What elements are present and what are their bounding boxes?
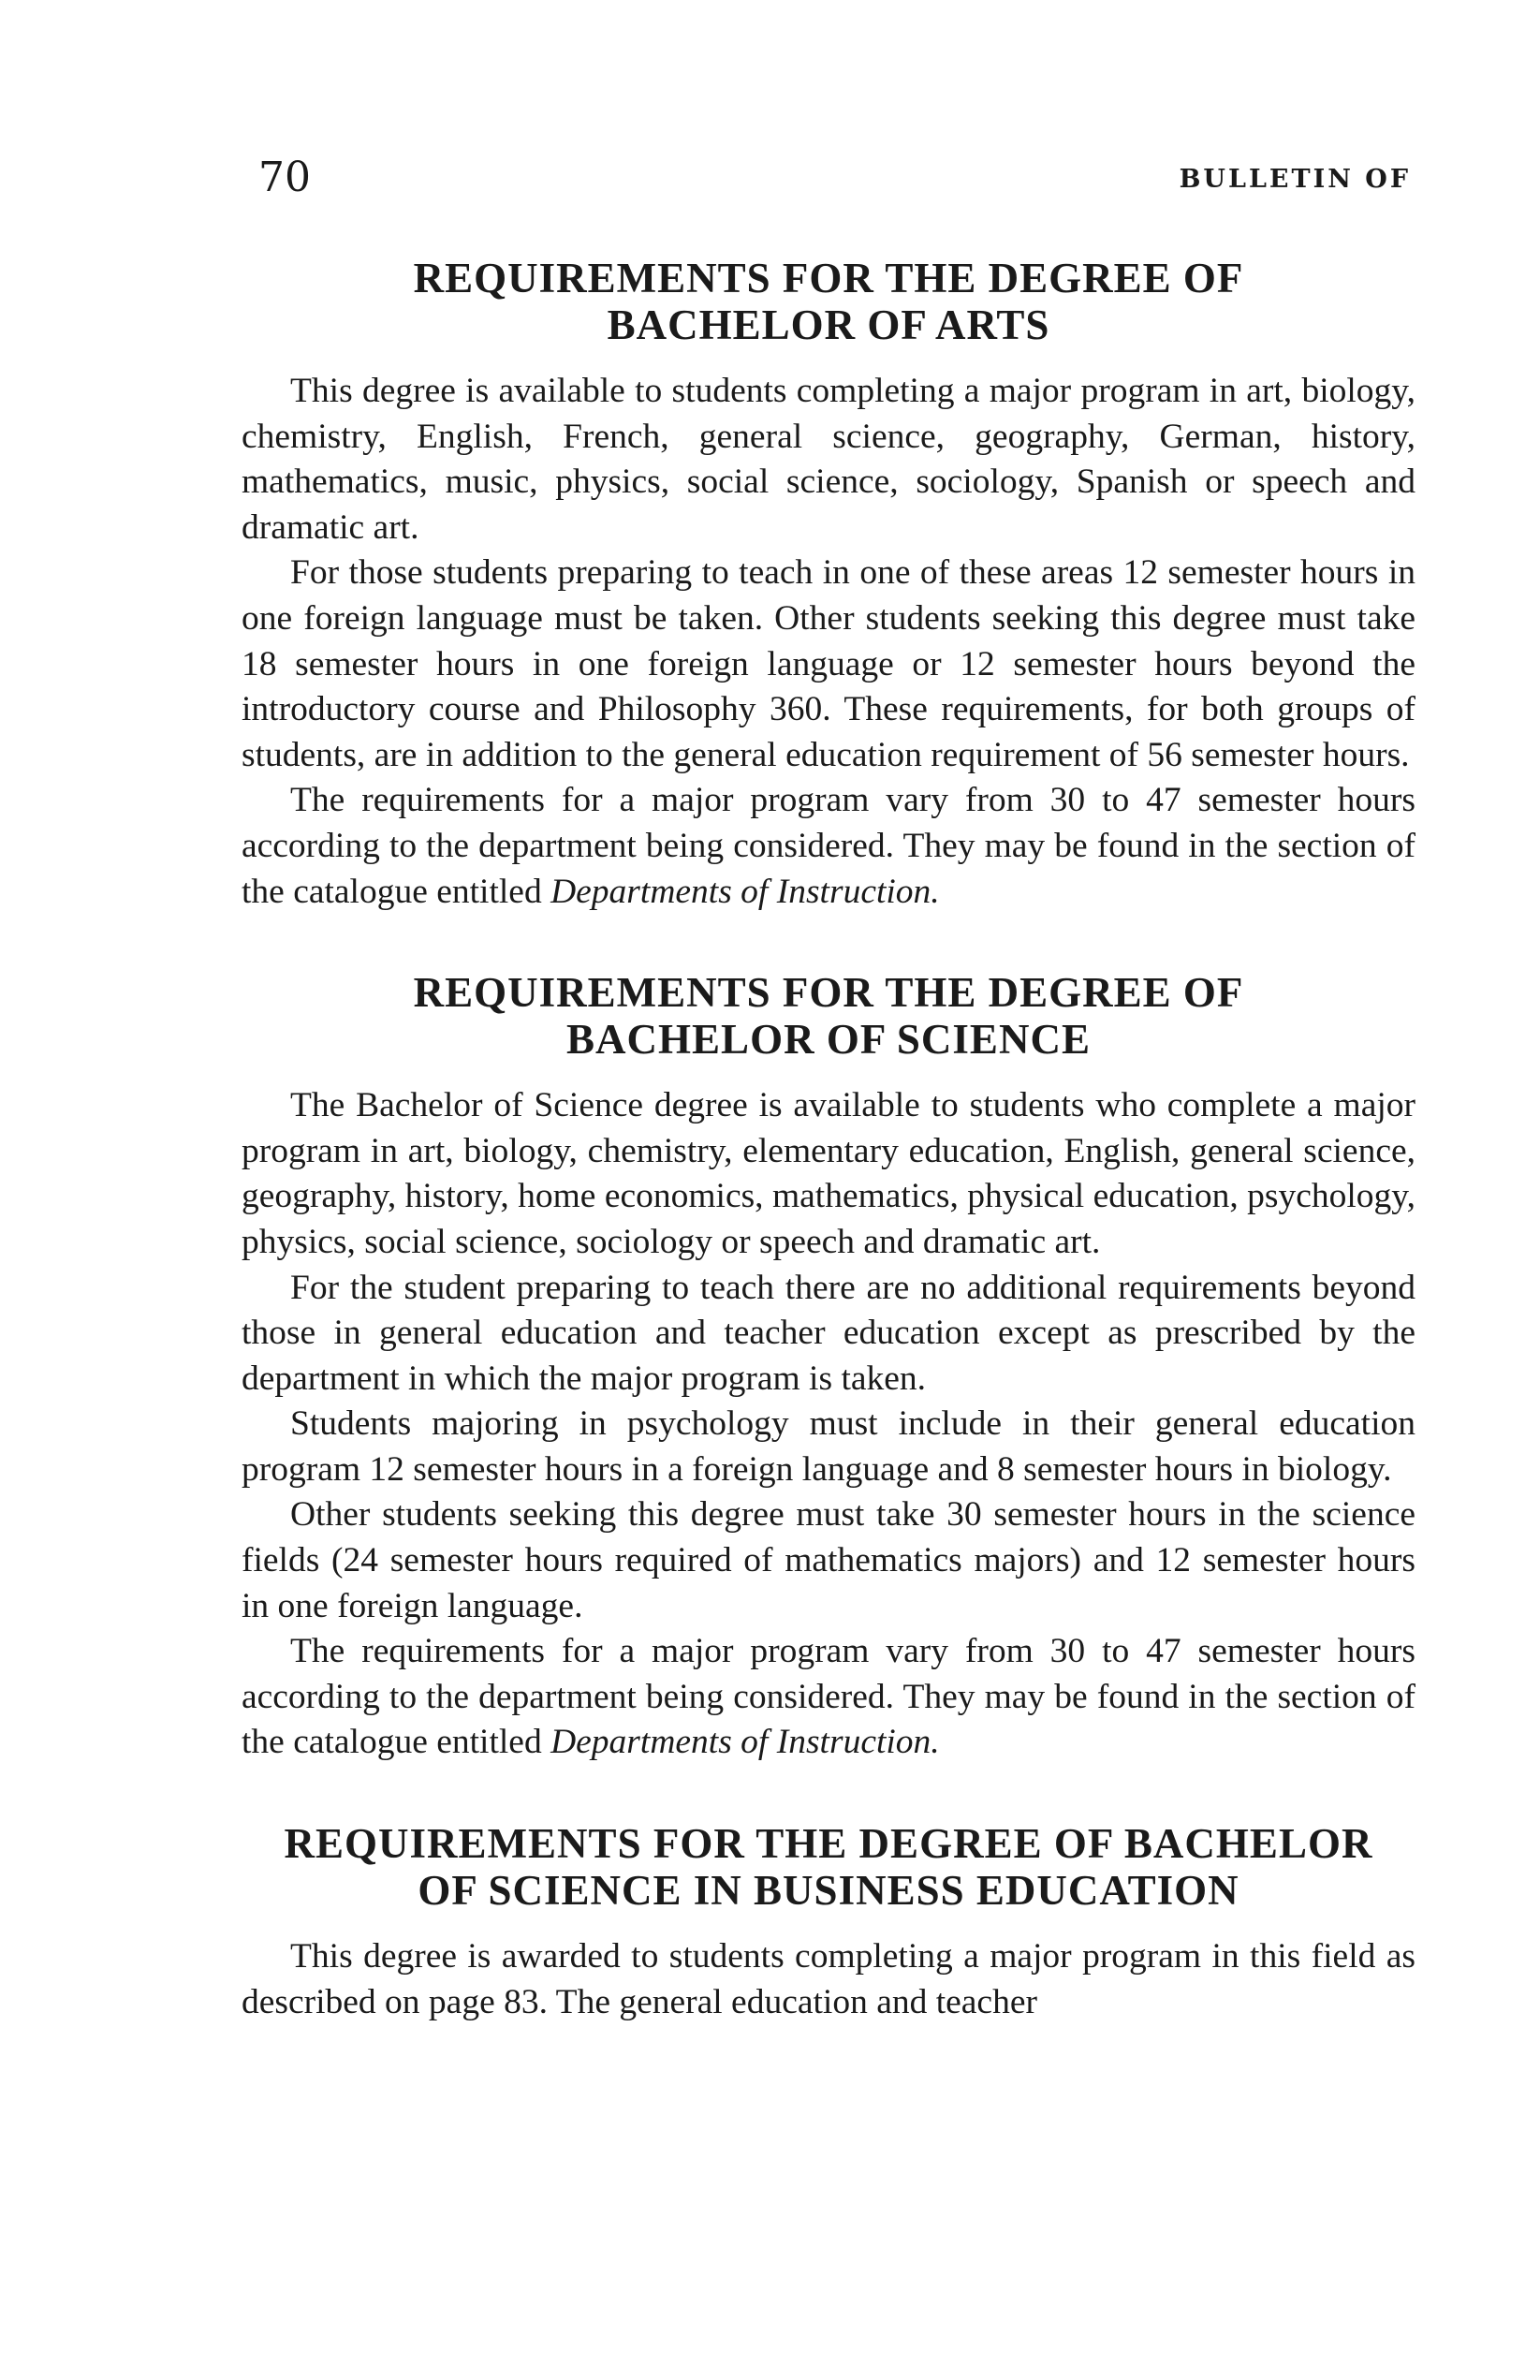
heading-line: REQUIREMENTS FOR THE DEGREE OF BACHELOR <box>284 1820 1373 1868</box>
heading-line: OF SCIENCE IN BUSINESS EDUCATION <box>418 1867 1239 1915</box>
paragraph: This degree is available to students completing a major program in art, biology, chemistry, English, French, general science, geography, German, history, mathematics, music, physics, social science, sociology, Spanish or speech and dramatic art. <box>242 372 1415 547</box>
heading-line: BACHELOR OF ARTS <box>607 301 1050 348</box>
paragraph: Students majoring in psychology must include in their general education program 12 semester hours in a foreign language and 8 semester hours in biology. <box>242 1404 1415 1489</box>
page-number: 70 <box>258 154 311 201</box>
paragraph-text: The requirements for a major program vary from 30 to 47 semester hours according to the department being considered. They may be found in the section of the catalogue entitled <box>242 1632 1415 1762</box>
page-content <box>242 255 1415 2025</box>
section-bachelor-of-arts <box>242 255 1415 915</box>
section-heading <box>242 255 1415 348</box>
heading-line: REQUIREMENTS FOR THE DEGREE OF <box>413 255 1244 301</box>
paragraph-text: The requirements for a major program vary from 30 to 47 semester hours according to the department being considered. They may be found in the section of the catalogue entitled <box>242 781 1415 911</box>
heading-line: BACHELOR OF SCIENCE <box>566 1016 1091 1064</box>
catalogue-section-title: Departments of Instruction. <box>550 1723 940 1762</box>
paragraph: This degree is awarded to students completing a major program in this field as described on page 83. The general education and teacher <box>242 1937 1415 2021</box>
catalogue-section-title: Departments of Instruction. <box>550 872 940 911</box>
section-heading <box>242 969 1415 1063</box>
section-bachelor-of-science <box>242 969 1415 1766</box>
section-heading <box>242 1820 1415 1914</box>
running-head: BULLETIN OF <box>1179 165 1411 194</box>
section-business-education <box>242 1820 1415 2025</box>
paragraph <box>242 778 1415 915</box>
paragraph <box>242 1629 1415 1766</box>
paragraph: The Bachelor of Science degree is available to students who complete a major program in art, biology, chemistry, elementary education, English, general science, geography, history, home economics, mathematics, physical education, psychology, physics, social science, sociology or speech and dramatic art. <box>242 1086 1415 1261</box>
paragraph: Other students seeking this degree must take 30 semester hours in the science fields (24 semester hours required of mathematics majors) and 12 semester hours in one foreign language. <box>242 1495 1415 1625</box>
paragraph: For those students preparing to teach in one of these areas 12 semester hours in one foreign language must be taken. Other students seeking this degree must take 18 semester hours in one foreign language or 12 semester hours beyond the introductory course and Philosophy 360. These requirements, for both groups of students, are in addition to the general education requirement of 56 semester hours. <box>242 553 1415 774</box>
heading-line: REQUIREMENTS FOR THE DEGREE OF <box>413 969 1244 1017</box>
paragraph: For the student preparing to teach there are no additional requirements beyond those in general education and teacher education except as prescribed by the department in which the major program is taken. <box>242 1268 1415 1398</box>
